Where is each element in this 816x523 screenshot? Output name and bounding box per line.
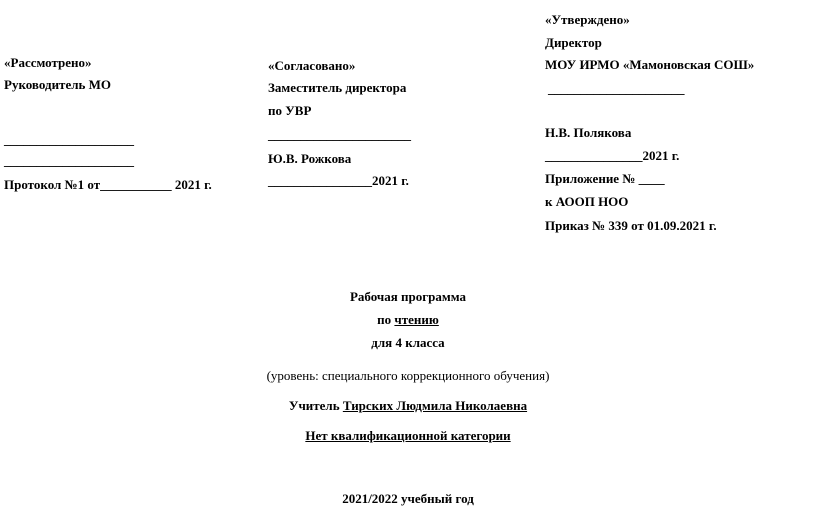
reviewed-title: «Рассмотрено» — [4, 55, 92, 70]
subject-name: чтению — [394, 312, 439, 327]
program-subject — [0, 312, 816, 328]
approved-title: «Утверждено» — [545, 12, 630, 27]
teacher-line — [0, 398, 816, 414]
aoop-reference: к АООП НОО — [545, 194, 629, 209]
agreed-signature-line: ______________________ — [268, 127, 411, 142]
program-level: (уровень: специального коррекционного обучения) — [266, 368, 550, 383]
reviewed-protocol: Протокол №1 от___________ 2021 г. — [4, 177, 212, 192]
reviewed-signature-line-1: ____________________ — [4, 132, 134, 147]
agreed-title: «Согласовано» — [268, 58, 356, 73]
agreed-role-2: по УВР — [268, 103, 312, 118]
approved-signature-line: _____________________ — [548, 81, 685, 96]
reviewed-signature-line-2: ____________________ — [4, 153, 134, 168]
teacher-name: Тирских Людмила Николаевна — [342, 398, 528, 413]
order-reference: Приказ № 339 от 01.09.2021 г. — [545, 218, 717, 233]
reviewed-role: Руководитель МО — [4, 77, 112, 92]
program-title: Рабочая программа — [349, 289, 467, 304]
agreed-name: Ю.В. Рожкова — [268, 151, 352, 166]
program-grade: для 4 класса — [371, 335, 445, 350]
agreed-date: ________________2021 г. — [268, 173, 409, 188]
approved-name: Н.В. Полякова — [545, 125, 632, 140]
agreed-role-1: Заместитель директора — [268, 80, 407, 95]
qualification — [0, 428, 816, 444]
subject-prefix: по — [377, 312, 395, 327]
approved-date: _______________2021 г. — [545, 148, 680, 163]
approved-role: Директор — [545, 35, 602, 50]
academic-year: 2021/2022 учебный год — [342, 491, 474, 506]
teacher-prefix: Учитель — [288, 398, 343, 413]
appendix-number: Приложение № ____ — [545, 171, 665, 186]
qualification-text: Нет квалификационной категории — [305, 428, 511, 443]
approved-org: МОУ ИРМО «Мамоновская СОШ» — [545, 57, 755, 72]
